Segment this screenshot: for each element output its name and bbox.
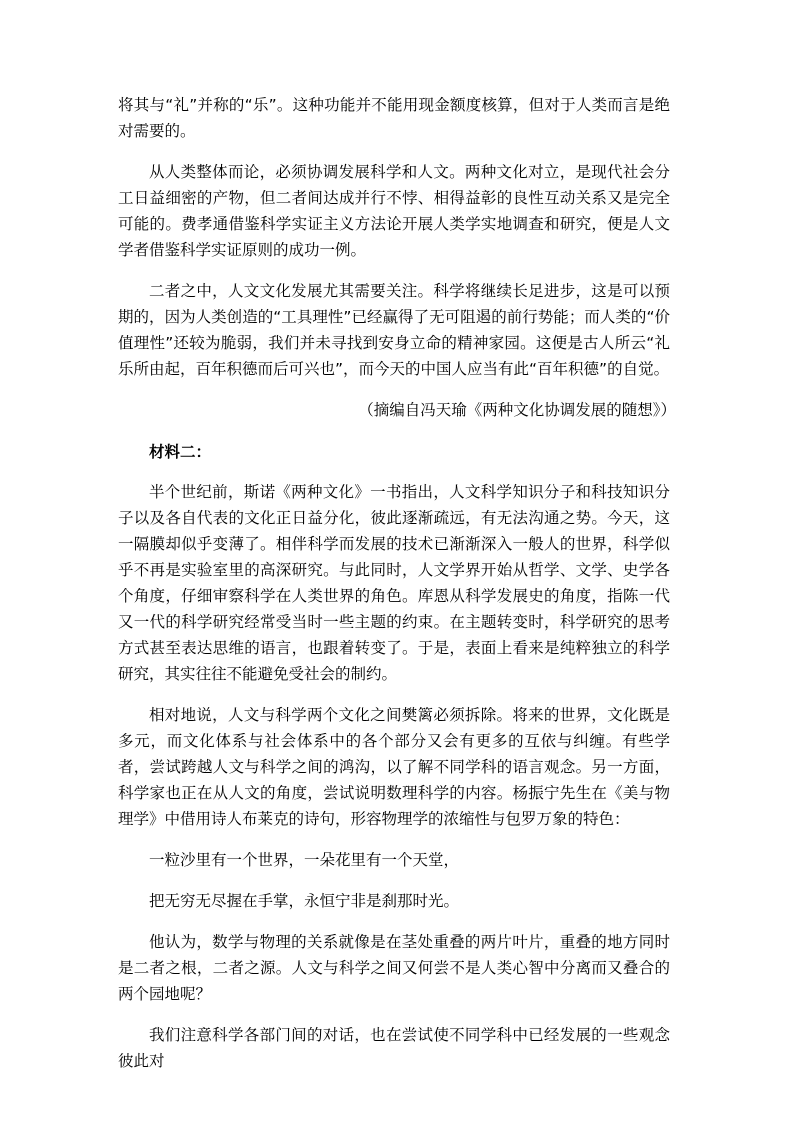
paragraph-balance-science-humanities: 从人类整体而论，必须协调发展科学和人文。两种文化对立，是现代社会分工日益细密的产物，但二者间达成并行不悖、相得益彰的良性互动关系又是完全可能的。费孝通借鉴科学实证主义方法论开展人类学实地调查和研究，便是人文学者借鉴科学实证原则的成功一例。 bbox=[118, 163, 670, 259]
paragraph-continuation: 将其与“礼”并称的“乐”。这种功能并不能用现金额度核算，但对于人类而言是绝对需要的。 bbox=[118, 96, 670, 140]
material-two-heading: 材料二： bbox=[149, 443, 212, 461]
paragraph-humanities-focus: 二者之中，人文文化发展尤其需要关注。科学将继续长足进步，这是可以预期的，因为人类创造的“工具理性”已经赢得了无可阻遏的前行势能；而人类的“价值理性”还较为脆弱，我们并未寻找到安身立命的精神家园。这便是古人所云“礼乐所由起，百年积德而后可兴也”，而今天的中国人应当有此“百年积德”的自觉。 bbox=[118, 282, 670, 378]
source-citation: （摘编自冯天瑜《两种文化协调发展的随想》） bbox=[358, 401, 676, 419]
paragraph-math-physics-leaves: 他认为，数学与物理的关系就像是在茎处重叠的两片叶片，重叠的地方同时是二者之根，二者之源。人文与科学之间又何尝不是人类心智中分离而又叠合的两个园地呢？ bbox=[118, 933, 670, 1003]
paragraph-remove-barriers: 相对地说，人文与科学两个文化之间樊篱必须拆除。将来的世界，文化既是多元，而文化体系与社会体系中的各个部分又会有更多的互依与纠缠。有些学者，尝试跨越人文与科学之间的鸿沟，以了解不同学科的语言观念。另一方面，科学家也正在从人文的角度，尝试说明数理科学的内容。杨振宁先生在《美与物理学》中借用诗人布莱克的诗句，形容物理学的浓缩性与包罗万象的特色： bbox=[118, 706, 670, 828]
document-page bbox=[118, 92, 676, 1089]
poem-line-1: 一粒沙里有一个世界，一朵花里有一个天堂， bbox=[149, 851, 460, 869]
poem-line-2: 把无穷无尽握在手掌，永恒宁非是刹那时光。 bbox=[149, 892, 460, 910]
paragraph-two-cultures: 半个世纪前，斯诺《两种文化》一书指出，人文科学知识分子和科技知识分子以及各自代表的文化正日益分化，彼此逐渐疏远，有无法沟通之势。今天，这一隔膜却似乎变薄了。相伴科学而发展的技术已渐渐深入一般人的世界，科学似乎不再是实验室里的高深研究。与此同时，人文学界开始从哲学、文学、史学各个角度，仔细审察科学在人类世界的角色。库恩从科学发展史的角度，指陈一代又一代的科学研究经常受当时一些主题的约束。在主题转变时，科学研究的思考方式甚至表达思维的语言，也跟着转变了。于是，表面上看来是纯粹独立的科学研究，其实往往不能避免受社会的制约。 bbox=[118, 483, 670, 683]
paragraph-dialogue: 我们注意科学各部门间的对话，也在尝试使不同学科中已经发展的一些观念彼此对 bbox=[118, 1026, 670, 1070]
